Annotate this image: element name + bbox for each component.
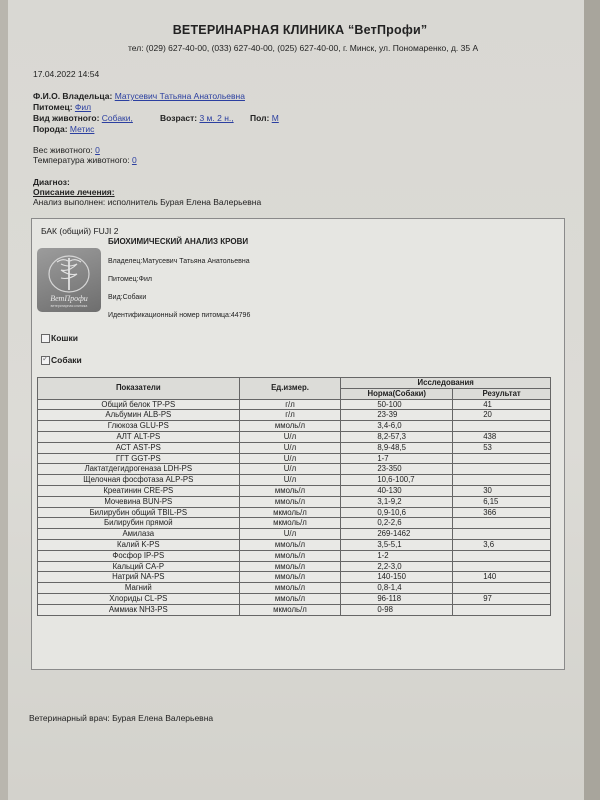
unit-cell: г/л bbox=[239, 410, 341, 421]
indicator-cell: Щелочная фосфотаза ALP-PS bbox=[38, 475, 240, 486]
result-cell bbox=[453, 550, 551, 561]
table-row bbox=[38, 496, 551, 507]
unit-cell: U/л bbox=[239, 529, 341, 540]
cats-checkbox[interactable] bbox=[41, 334, 50, 343]
unit-cell: U/л bbox=[239, 453, 341, 464]
result-cell: 20 bbox=[453, 410, 551, 421]
result-cell: 53 bbox=[453, 442, 551, 453]
indicator-cell: Фосфор IP-PS bbox=[38, 550, 240, 561]
report-pet-id: Идентификационный номер питомца:44796 bbox=[108, 312, 251, 319]
species-row bbox=[33, 113, 133, 123]
norm-cell: 140-150 bbox=[341, 572, 453, 583]
result-cell bbox=[453, 561, 551, 572]
pet-value[interactable]: Фил bbox=[74, 102, 92, 112]
norm-cell: 3,5-5,1 bbox=[341, 539, 453, 550]
unit-cell: ммоль/л bbox=[239, 572, 341, 583]
norm-cell: 8,9-48,5 bbox=[341, 442, 453, 453]
table-row bbox=[38, 442, 551, 453]
result-cell bbox=[453, 518, 551, 529]
report-datetime: 17.04.2022 14:54 bbox=[33, 69, 100, 79]
unit-cell: U/л bbox=[239, 431, 341, 442]
report-frame-title: БАК (общий) FUJI 2 bbox=[41, 226, 119, 236]
temperature-value[interactable]: 0 bbox=[131, 155, 137, 165]
table-row bbox=[38, 561, 551, 572]
indicator-cell: Калий K-PS bbox=[38, 539, 240, 550]
result-cell: 41 bbox=[453, 399, 551, 410]
unit-cell: ммоль/л bbox=[239, 583, 341, 594]
result-cell bbox=[453, 453, 551, 464]
species-label: Вид животного: bbox=[33, 113, 100, 123]
unit-cell: г/л bbox=[239, 399, 341, 410]
report-species: Вид:Собаки bbox=[108, 294, 147, 301]
sex-label: Пол: bbox=[250, 113, 270, 123]
indicator-cell: Креатинин CRE-PS bbox=[38, 485, 240, 496]
indicator-cell: Хлориды CL-PS bbox=[38, 593, 240, 604]
table-row bbox=[38, 539, 551, 550]
weight-row bbox=[33, 145, 100, 155]
pet-row bbox=[33, 102, 91, 112]
result-cell bbox=[453, 583, 551, 594]
unit-cell: ммоль/л bbox=[239, 561, 341, 572]
unit-cell: ммоль/л bbox=[239, 550, 341, 561]
clinic-title: ВЕТЕРИНАРНАЯ КЛИНИКА “ВетПрофи” bbox=[172, 23, 428, 37]
unit-cell: U/л bbox=[239, 442, 341, 453]
treatment-label: Описание лечения: bbox=[33, 187, 115, 197]
indicator-cell: Кальций CA-P bbox=[38, 561, 240, 572]
norm-cell: 10,6-100,7 bbox=[341, 475, 453, 486]
owner-row bbox=[33, 91, 245, 101]
cats-checkbox-label: Кошки bbox=[51, 333, 78, 343]
unit-cell: U/л bbox=[239, 464, 341, 475]
table-row bbox=[38, 604, 551, 615]
unit-cell: ммоль/л bbox=[239, 593, 341, 604]
unit-cell: мкмоль/л bbox=[239, 507, 341, 518]
indicator-cell: Глюкоза GLU-PS bbox=[38, 421, 240, 432]
owner-value[interactable]: Матусевич Татьяна Анатольевна bbox=[114, 91, 245, 101]
table-row bbox=[38, 593, 551, 604]
result-cell bbox=[453, 421, 551, 432]
species-value[interactable]: Собаки, bbox=[101, 113, 133, 123]
table-row bbox=[38, 453, 551, 464]
diagnosis-label: Диагноз: bbox=[33, 177, 70, 187]
table-row bbox=[38, 485, 551, 496]
header-result: Результат bbox=[453, 388, 551, 399]
header-studies: Исследования bbox=[341, 378, 551, 389]
indicator-cell: АСТ AST-PS bbox=[38, 442, 240, 453]
header-indicator: Показатели bbox=[38, 378, 240, 400]
unit-cell: ммоль/л bbox=[239, 539, 341, 550]
result-cell bbox=[453, 529, 551, 540]
norm-cell: 1-2 bbox=[341, 550, 453, 561]
unit-cell: ммоль/л bbox=[239, 485, 341, 496]
norm-cell: 40-130 bbox=[341, 485, 453, 496]
indicator-cell: Амилаза bbox=[38, 529, 240, 540]
breed-label: Порода: bbox=[33, 124, 68, 134]
table-row bbox=[38, 572, 551, 583]
doctor-signature-line: Ветеринарный врач: Бурая Елена Валерьевна bbox=[29, 713, 214, 723]
table-row bbox=[38, 475, 551, 486]
table-row bbox=[38, 583, 551, 594]
indicator-cell: Мочевина BUN-PS bbox=[38, 496, 240, 507]
result-cell: 140 bbox=[453, 572, 551, 583]
results-body bbox=[38, 399, 551, 615]
table-row bbox=[38, 550, 551, 561]
weight-label: Вес животного: bbox=[33, 145, 93, 155]
norm-cell: 0,2-2,6 bbox=[341, 518, 453, 529]
indicator-cell: ГГТ GGT-PS bbox=[38, 453, 240, 464]
table-row bbox=[38, 518, 551, 529]
indicator-cell: Общий белок TP-PS bbox=[38, 399, 240, 410]
result-cell: 3,6 bbox=[453, 539, 551, 550]
unit-cell: мкмоль/л bbox=[239, 518, 341, 529]
breed-row bbox=[33, 124, 94, 134]
page-edge-shadow bbox=[584, 0, 600, 800]
table-row bbox=[38, 399, 551, 410]
logo-text: ВетПрофи bbox=[50, 294, 88, 303]
clinic-contacts: тел: (029) 627-40-00, (033) 627-40-00, (025) 627-40-00, г. Минск, ул. Пономаренко, д. 35 А bbox=[128, 43, 479, 53]
performed-by: Анализ выполнен: исполнитель Бурая Елена Валерьевна bbox=[33, 197, 262, 207]
temperature-label: Температура животного: bbox=[33, 155, 130, 165]
breed-value[interactable]: Метис bbox=[69, 124, 95, 134]
report-owner: Владелец:Матусевич Татьяна Анатольевна bbox=[108, 258, 250, 265]
norm-cell: 3,4-6,0 bbox=[341, 421, 453, 432]
sex-row bbox=[250, 113, 279, 123]
report-pet: Питомец:Фил bbox=[108, 276, 152, 283]
result-cell bbox=[453, 464, 551, 475]
table-row bbox=[38, 507, 551, 518]
indicator-cell: Лактатдегидрогеназа LDH-PS bbox=[38, 464, 240, 475]
norm-cell: 96-118 bbox=[341, 593, 453, 604]
dogs-checkbox-label: Собаки bbox=[51, 355, 82, 365]
table-row bbox=[38, 421, 551, 432]
indicator-cell: Альбумин ALB-PS bbox=[38, 410, 240, 421]
pet-label: Питомец: bbox=[33, 102, 73, 112]
norm-cell: 269-1462 bbox=[341, 529, 453, 540]
age-row bbox=[160, 113, 234, 123]
norm-cell: 0-98 bbox=[341, 604, 453, 615]
result-cell bbox=[453, 604, 551, 615]
report-title: БИОХИМИЧЕСКИЙ АНАЛИЗ КРОВИ bbox=[108, 237, 249, 246]
table-row bbox=[38, 410, 551, 421]
norm-cell: 23-39 bbox=[341, 410, 453, 421]
indicator-cell: Билирубин общий TBIL-PS bbox=[38, 507, 240, 518]
indicator-cell: Билирубин прямой bbox=[38, 518, 240, 529]
norm-cell: 3,1-9,2 bbox=[341, 496, 453, 507]
table-row bbox=[38, 431, 551, 442]
age-value[interactable]: 3 м. 2 н., bbox=[199, 113, 234, 123]
dogs-checkbox[interactable] bbox=[41, 356, 50, 365]
owner-label: Ф.И.О. Владельца: bbox=[33, 91, 113, 101]
unit-cell: U/л bbox=[239, 475, 341, 486]
sex-value[interactable]: М bbox=[271, 113, 279, 123]
result-cell bbox=[453, 475, 551, 486]
header-norm: Норма(Собаки) bbox=[341, 388, 453, 399]
norm-cell: 23-350 bbox=[341, 464, 453, 475]
table-row bbox=[38, 464, 551, 475]
norm-cell: 0,8-1,4 bbox=[341, 583, 453, 594]
result-cell: 438 bbox=[453, 431, 551, 442]
unit-cell: ммоль/л bbox=[239, 496, 341, 507]
indicator-cell: Натрий NA-PS bbox=[38, 572, 240, 583]
result-cell: 366 bbox=[453, 507, 551, 518]
norm-cell: 8,2-57,3 bbox=[341, 431, 453, 442]
result-cell: 6,15 bbox=[453, 496, 551, 507]
logo-subtitle: ветеринарная клиника bbox=[50, 304, 88, 308]
table-row bbox=[38, 529, 551, 540]
indicator-cell: Аммиак NH3-PS bbox=[38, 604, 240, 615]
results-table bbox=[37, 377, 551, 616]
norm-cell: 1-7 bbox=[341, 453, 453, 464]
clinic-logo bbox=[37, 248, 101, 312]
norm-cell: 2,2-3,0 bbox=[341, 561, 453, 572]
unit-cell: мкмоль/л bbox=[239, 604, 341, 615]
header-unit: Ед.измер. bbox=[239, 378, 341, 400]
norm-cell: 50-100 bbox=[341, 399, 453, 410]
temperature-row bbox=[33, 155, 137, 165]
age-label: Возраст: bbox=[160, 113, 198, 123]
indicator-cell: Магний bbox=[38, 583, 240, 594]
weight-value[interactable]: 0 bbox=[95, 145, 100, 155]
unit-cell: ммоль/л bbox=[239, 421, 341, 432]
result-cell: 30 bbox=[453, 485, 551, 496]
result-cell: 97 bbox=[453, 593, 551, 604]
indicator-cell: АЛТ ALT-PS bbox=[38, 431, 240, 442]
norm-cell: 0,9-10,6 bbox=[341, 507, 453, 518]
